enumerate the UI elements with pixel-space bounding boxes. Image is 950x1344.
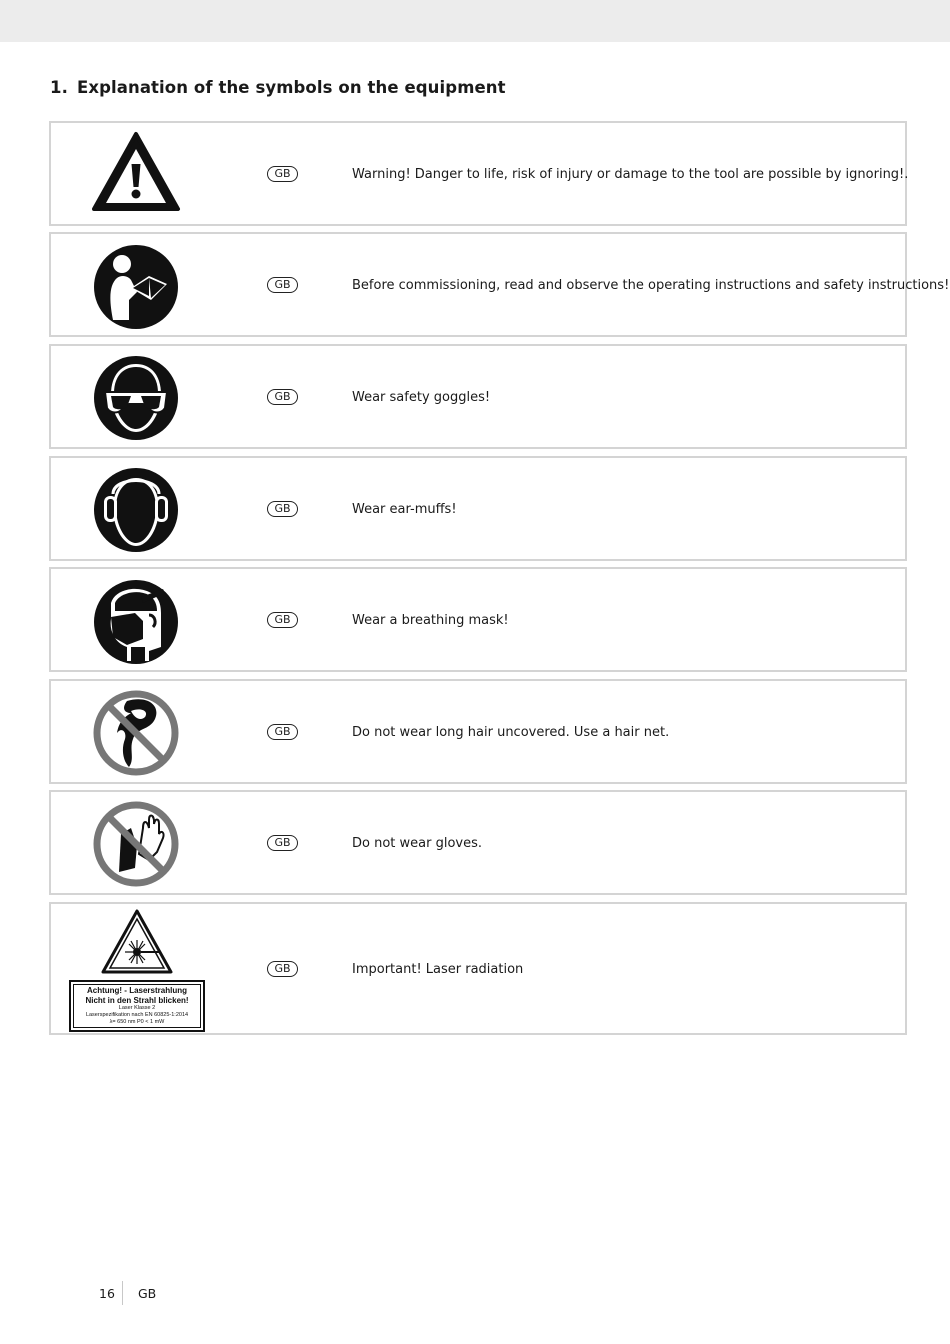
top-band	[0, 0, 950, 42]
warning-triangle-icon	[91, 129, 181, 219]
symbol-row	[49, 121, 907, 226]
symbol-description: Wear ear-muffs!	[352, 502, 457, 517]
symbol-row	[49, 790, 907, 895]
symbol-description: Wear a breathing mask!	[352, 613, 509, 628]
country-badge: GB	[267, 835, 298, 851]
laser-label-plate	[69, 980, 205, 1032]
safety-goggles-icon	[91, 352, 181, 442]
section-heading	[50, 78, 506, 97]
symbol-description: Warning! Danger to life, risk of injury or damage to the tool are possible by ignoring!.	[352, 167, 909, 182]
country-badge: GB	[267, 389, 298, 405]
country-badge: GB	[267, 724, 298, 740]
country-badge: GB	[267, 277, 298, 293]
symbol-row	[49, 679, 907, 784]
symbol-description: Wear safety goggles!	[352, 390, 491, 405]
country-badge: GB	[267, 501, 298, 517]
no-gloves-icon	[91, 798, 181, 888]
page-number: 16	[99, 1286, 115, 1301]
footer-divider	[122, 1281, 123, 1305]
section-number: 1.	[50, 78, 68, 97]
symbol-description: Do not wear long hair uncovered. Use a hair net.	[352, 725, 670, 740]
country-badge: GB	[267, 612, 298, 628]
laser-label-line: Nicht in den Strahl blicken!	[85, 995, 189, 1005]
symbol-description: Important! Laser radiation	[352, 962, 524, 977]
breathing-mask-icon	[91, 575, 181, 665]
read-manual-icon	[91, 240, 181, 330]
laser-label-line: λ= 650 nm P0 < 1 mW	[109, 1019, 165, 1025]
laser-label-line: Achtung! - Laserstrahlung	[86, 986, 187, 995]
laser-label-line: Laser Klasse 2	[118, 1005, 156, 1011]
section-title: Explanation of the symbols on the equipment	[76, 78, 506, 97]
country-badge: GB	[267, 166, 298, 182]
symbol-row	[49, 456, 907, 561]
symbol-row	[49, 344, 907, 449]
symbol-row	[49, 567, 907, 672]
symbol-description: Do not wear gloves.	[352, 836, 483, 851]
country-badge: GB	[267, 961, 298, 977]
laser-warning-icon	[69, 908, 205, 1032]
footer-language: GB	[138, 1286, 157, 1301]
laser-label-line: Laserspezifikation nach EN 60825-1:2014	[85, 1012, 189, 1018]
symbol-description: Before commissioning, read and observe the operating instructions and safety instructions!	[352, 278, 950, 293]
ear-muffs-icon	[91, 464, 181, 554]
no-long-hair-icon	[91, 687, 181, 777]
symbol-row	[49, 902, 907, 1035]
symbol-row	[49, 232, 950, 337]
